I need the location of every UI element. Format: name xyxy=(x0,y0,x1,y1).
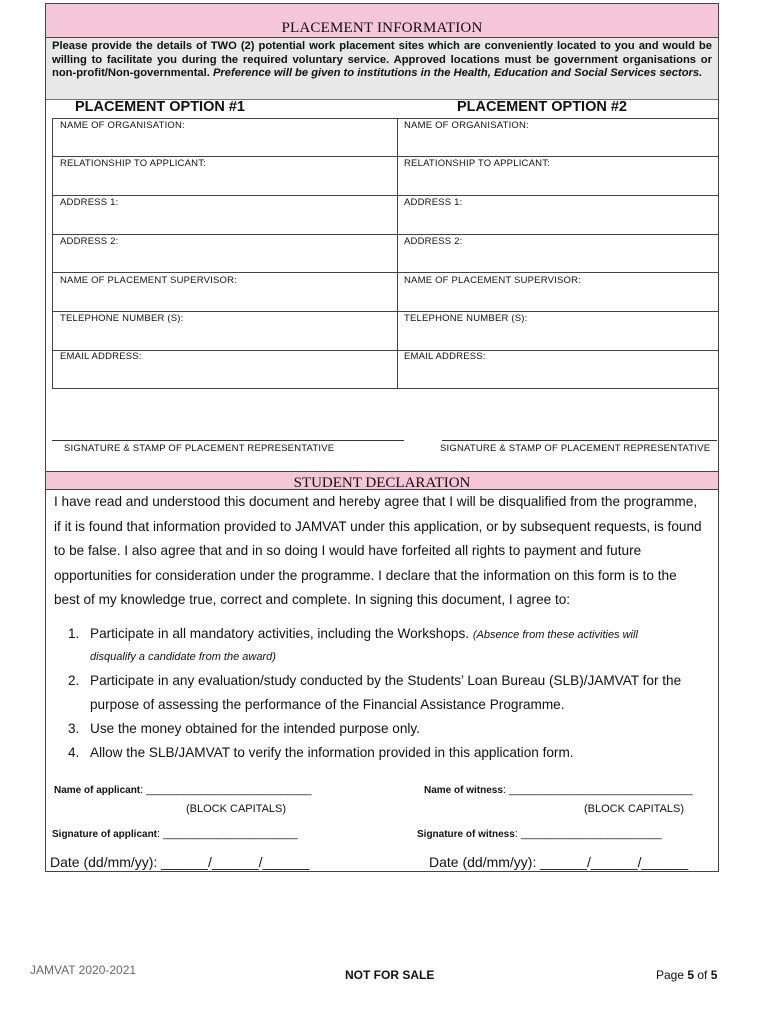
applicant-signature-line[interactable]: : ______________________ xyxy=(157,828,298,840)
applicant-signature-label: Signature of applicant xyxy=(52,829,158,840)
list-item-text-continued: purpose of assessing the performance of the Financial Assistance Programme. xyxy=(90,697,565,712)
option2-telephone-field[interactable]: TELEPHONE NUMBER (S): xyxy=(404,313,528,324)
list-number: 3. xyxy=(68,721,80,736)
declaration-line: if it is found that information provided to JAMVAT under this application, or by subsequent requests, is found xyxy=(54,518,702,534)
signature-label-option1: SIGNATURE & STAMP OF PLACEMENT REPRESENTATIVE xyxy=(64,443,335,454)
instructions-italic-text: Preference will be given to institutions in the Health, Education and Social Services sectors. xyxy=(212,67,703,80)
signature-label-option2: SIGNATURE & STAMP OF PLACEMENT REPRESENTATIVE xyxy=(440,443,711,454)
page-prefix: Page xyxy=(656,968,688,982)
table-row-line xyxy=(52,350,719,351)
list-item-text: Allow the SLB/JAMVAT to verify the information provided in this application form. xyxy=(90,745,574,760)
block-capitals-note-2: (BLOCK CAPITALS) xyxy=(584,803,685,815)
option2-heading: PLACEMENT OPTION #2 xyxy=(457,99,627,115)
page-of: of xyxy=(694,968,711,982)
list-item-text: Participate in any evaluation/study conducted by the Students’ Loan Bureau (SLB)/JAMVAT for the xyxy=(90,673,682,688)
list-number: 1. xyxy=(68,626,80,641)
list-item-text: Participate in all mandatory activities, including the Workshops. xyxy=(90,626,473,641)
table-row-line xyxy=(52,195,719,196)
applicant-name-line[interactable]: : ___________________________ xyxy=(140,784,312,796)
declaration-line: I have read and understood this document and hereby agree that I will be disqualified from the programme, xyxy=(54,494,698,509)
table-row-line xyxy=(52,311,719,312)
footer-page-number xyxy=(656,968,717,982)
option2-organisation-field[interactable]: NAME OF ORGANISATION: xyxy=(404,120,529,131)
option1-relationship-field[interactable]: RELATIONSHIP TO APPLICANT: xyxy=(60,158,206,169)
option1-email-field[interactable]: EMAIL ADDRESS: xyxy=(60,351,142,362)
table-row-line xyxy=(52,156,719,157)
footer-not-for-sale: NOT FOR SALE xyxy=(345,968,435,982)
declaration-line: opportunities for consideration under the programme. I declare that the information on this form is to the xyxy=(54,567,677,583)
option1-telephone-field[interactable]: TELEPHONE NUMBER (S): xyxy=(60,313,184,324)
applicant-date-field[interactable]: Date (dd/mm/yy): ______/______/______ xyxy=(50,854,310,870)
placement-section-title: PLACEMENT INFORMATION xyxy=(46,4,718,38)
list-number: 2. xyxy=(68,673,80,688)
list-number: 4. xyxy=(68,745,80,760)
signature-line-option2[interactable] xyxy=(442,440,717,441)
page-total: 5 xyxy=(710,968,718,982)
witness-name-line[interactable]: : ______________________________ xyxy=(502,784,693,796)
witness-name-field[interactable] xyxy=(424,780,693,798)
option1-supervisor-field[interactable]: NAME OF PLACEMENT SUPERVISOR: xyxy=(60,275,238,286)
applicant-name-field[interactable] xyxy=(54,780,311,798)
list-item-note-continued: disqualify a candidate from the award) xyxy=(90,651,276,663)
option2-address1-field[interactable]: ADDRESS 1: xyxy=(404,197,463,208)
signature-line-option1[interactable] xyxy=(52,440,404,441)
placement-instructions xyxy=(46,38,718,100)
declaration-section-title: STUDENT DECLARATION xyxy=(46,471,718,490)
declaration-line: best of my knowledge true, correct and complete. In signing this document, I agree to: xyxy=(54,592,571,608)
list-item-note: (Absence from these activities will xyxy=(472,629,638,641)
table-row-line xyxy=(52,272,719,273)
option1-heading: PLACEMENT OPTION #1 xyxy=(75,99,245,115)
option2-address2-field[interactable]: ADDRESS 2: xyxy=(404,236,463,247)
block-capitals-note-1: (BLOCK CAPITALS) xyxy=(186,803,287,815)
applicant-name-label: Name of applicant xyxy=(54,785,141,796)
option2-supervisor-field[interactable]: NAME OF PLACEMENT SUPERVISOR: xyxy=(404,275,582,286)
footer-document-id: JAMVAT 2020-2021 xyxy=(30,963,137,977)
witness-name-label: Name of witness xyxy=(424,785,503,796)
page-current: 5 xyxy=(687,968,695,982)
option1-address2-field[interactable]: ADDRESS 2: xyxy=(60,236,119,247)
witness-signature-field[interactable] xyxy=(417,824,662,842)
applicant-signature-field[interactable] xyxy=(52,824,298,842)
witness-signature-label: Signature of witness xyxy=(417,829,515,840)
option1-address1-field[interactable]: ADDRESS 1: xyxy=(60,197,119,208)
option2-email-field[interactable]: EMAIL ADDRESS: xyxy=(404,351,486,362)
declaration-line: to be false. I also agree that and in so doing I would have forfeited all rights to payment and future xyxy=(54,543,642,559)
list-item-text: Use the money obtained for the intended purpose only. xyxy=(90,721,420,736)
declaration-text xyxy=(54,490,714,613)
option1-organisation-field[interactable]: NAME OF ORGANISATION: xyxy=(60,120,185,131)
witness-date-field[interactable]: Date (dd/mm/yy): ______/______/______ xyxy=(429,854,689,870)
table-row-line xyxy=(52,234,719,235)
witness-signature-line[interactable]: : _______________________ xyxy=(514,828,662,840)
table-divider xyxy=(397,118,398,389)
instructions-bold-text: Please provide the details of TWO (2) potential work placement sites which are conveniently located to you and would be willing to facilitate you during the required voluntary service. Approved locations must be government organisations or non-profit/Non-governmental. xyxy=(52,40,712,80)
option2-relationship-field[interactable]: RELATIONSHIP TO APPLICANT: xyxy=(404,158,550,169)
